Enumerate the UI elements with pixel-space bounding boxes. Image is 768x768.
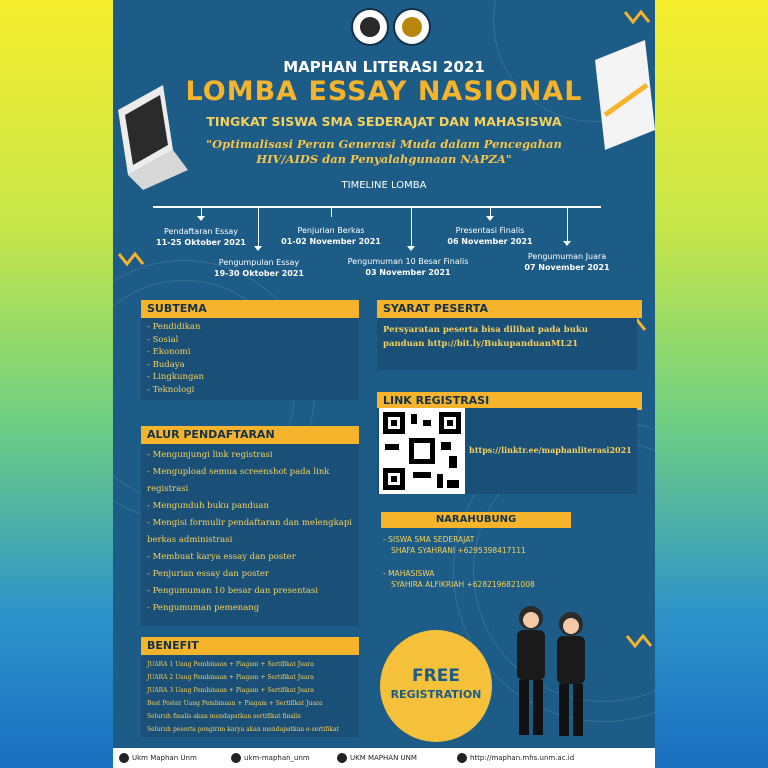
- timeline-title: TIMELINE LOMBA: [341, 180, 427, 191]
- facebook-label: Ukm Maphan Unm: [132, 754, 197, 762]
- list-item: - Pengumuman 10 besar dan presentasi: [147, 586, 319, 596]
- subtema-header: SUBTEMA: [141, 300, 359, 318]
- list-item: - Pengumuman pemenang: [147, 603, 260, 613]
- timeline-event-name: Pengumuman 10 Besar Finalis: [347, 257, 469, 266]
- theme-line: "Optimalisasi Peran Generasi Muda dalam Pencegahan: [206, 137, 562, 151]
- globe-icon: [457, 753, 467, 763]
- benefit-list: [141, 655, 359, 737]
- poster: [113, 0, 655, 768]
- list-item: Seluruh peserta pengirim karya akan mendapatkan e-sertifikat: [147, 726, 340, 733]
- instagram-label: ukm-maphan_unm: [244, 754, 310, 762]
- youtube-label: UKM MAPHAN UNM: [350, 754, 417, 762]
- timeline-event-date: 19-30 Oktober 2021: [214, 269, 304, 278]
- timeline-connector: [567, 207, 568, 242]
- zigzag-icon: [625, 632, 655, 652]
- list-item: - Sosial: [147, 334, 179, 345]
- arrow-down-icon: [407, 246, 415, 251]
- timeline-event-date: 11-25 Oktober 2021: [156, 238, 246, 247]
- timeline-connector: [258, 207, 259, 247]
- facebook-icon: [119, 753, 129, 763]
- timeline-event: [271, 225, 391, 247]
- mascot-characters-icon: [501, 598, 601, 748]
- list-item: JUARA 3 Uang Pembinaan + Piagam + Sertifikat Juara: [147, 687, 314, 694]
- list-item: - Teknologi: [147, 384, 195, 395]
- list-item: - Mengunduh buku panduan: [147, 501, 269, 511]
- timeline-event-name: Pengumuman Juara: [527, 252, 607, 261]
- list-item: - Pendidikan: [147, 322, 201, 332]
- event-subtitle: MAPHAN LITERASI 2021: [283, 58, 485, 76]
- contact-mahasiswa: [383, 568, 535, 590]
- youtube-icon: [337, 753, 347, 763]
- timeline-event-date: 07 November 2021: [524, 263, 610, 272]
- arrow-down-icon: [486, 216, 494, 221]
- event-title: LOMBA ESSAY NASIONAL: [185, 76, 583, 107]
- timeline-event-date: 03 November 2021: [365, 268, 451, 277]
- arrow-down-icon: [254, 246, 262, 251]
- list-item: - Membuat karya essay dan poster: [147, 552, 296, 562]
- website-label: http://maphan.mhs.unm.ac.id: [470, 754, 575, 762]
- contact-group: - MAHASISWA: [383, 569, 435, 578]
- list-item: - Mengunjungi link registrasi: [147, 450, 273, 460]
- timeline-connector: [411, 207, 412, 247]
- list-item: JUARA 2 Uang Pembinaan + Piagam + Sertifikat Juara: [147, 674, 314, 681]
- badge-registration: REGISTRATION: [390, 688, 482, 701]
- zigzag-icon: [117, 250, 147, 270]
- footer-instagram[interactable]: [231, 753, 310, 763]
- narahubung-header: NARAHUBUNG: [381, 512, 571, 528]
- list-item: Best Poster Uang Pembinaan + Piagam + Sertifikat Juara: [147, 700, 323, 707]
- list-item: - Ekonomi: [147, 347, 191, 357]
- alur-header: ALUR PENDAFTARAN: [141, 426, 359, 444]
- timeline-event-name: Pengumpulan Essay: [218, 258, 300, 267]
- list-item: - Budaya: [147, 359, 185, 370]
- timeline-event: [199, 257, 319, 279]
- registration-link[interactable]: https://linktr.ee/maphanliterasi2021: [469, 445, 632, 455]
- free-registration-badge: [380, 630, 492, 742]
- timeline-connector: [331, 207, 332, 217]
- badge-free: FREE: [412, 666, 460, 686]
- timeline-event-name: Presentasi Finalis: [455, 226, 525, 235]
- list-item: - Mengisi formulir pendaftaran dan melengkapi berkas administrasi: [147, 518, 352, 545]
- event-theme: [173, 137, 595, 167]
- event-level: TINGKAT SISWA SMA SEDERAJAT DAN MAHASISWA: [206, 114, 562, 129]
- arrow-down-icon: [197, 216, 205, 221]
- timeline-event-name: Penjurian Berkas: [297, 226, 365, 235]
- contact-person: SYAHIRA ALFIKRIAH +6282196821008: [391, 580, 535, 589]
- subtema-list: [141, 318, 359, 400]
- timeline-event: [430, 225, 550, 247]
- timeline-line: [153, 206, 601, 208]
- benefit-header: BENEFIT: [141, 637, 359, 655]
- footer-facebook[interactable]: [119, 753, 197, 763]
- syarat-header: SYARAT PESERTA: [377, 300, 642, 318]
- list-item: Seluruh finalis akan mendapatkan sertifikat finalis: [147, 713, 301, 720]
- university-logo: [351, 8, 389, 46]
- timeline-event: [507, 251, 627, 273]
- instagram-icon: [231, 753, 241, 763]
- contact-person: SHAFA SYAHRANI +6295398417111: [391, 546, 526, 555]
- list-item: - Lingkungan: [147, 372, 204, 382]
- footer-youtube[interactable]: [337, 753, 417, 763]
- timeline-event: [338, 256, 478, 278]
- list-item: - Mengupload semua screenshot pada link registrasi: [147, 467, 330, 494]
- footer: [113, 748, 655, 768]
- zigzag-icon: [623, 8, 653, 28]
- timeline-event-date: 06 November 2021: [447, 237, 533, 246]
- theme-line: HIV/AIDS dan Penyalahgunaan NAPZA": [256, 152, 512, 166]
- footer-website[interactable]: [457, 753, 574, 763]
- syarat-text: Persyaratan peserta bisa dilihat pada buku panduan http://bit.ly/BukupanduanML21: [377, 318, 637, 370]
- ukm-logo: [393, 8, 431, 46]
- timeline-event: [141, 226, 261, 248]
- qr-code[interactable]: [379, 408, 465, 494]
- list-item: JUARA 1 Uang Pembinaan + Piagam + Sertifikat Juara: [147, 661, 314, 668]
- alur-list: [141, 444, 359, 626]
- timeline-event-date: 01-02 November 2021: [281, 237, 381, 246]
- arrow-down-icon: [563, 241, 571, 246]
- contact-sma: [383, 534, 526, 556]
- timeline-event-name: Pendaftaran Essay: [163, 227, 239, 236]
- link-registrasi-header: LINK REGISTRASI: [377, 392, 642, 410]
- contact-group: - SISWA SMA SEDERAJAT: [383, 535, 475, 544]
- list-item: - Penjurian essay dan poster: [147, 569, 269, 579]
